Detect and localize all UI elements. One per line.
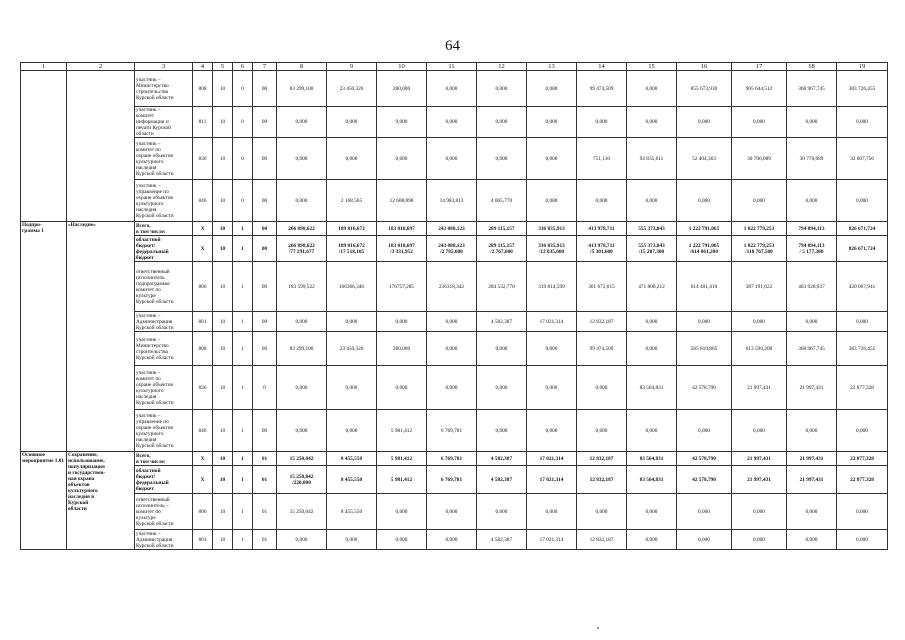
scan-speck	[597, 627, 599, 629]
amount-cell: 0,000	[527, 71, 577, 107]
table-row	[21, 107, 888, 138]
amount-cell: 176757,285	[377, 262, 427, 312]
code-cell: 10	[213, 366, 233, 410]
column-header: 1	[21, 63, 67, 71]
amount-cell: 0,000	[327, 530, 377, 550]
amount-cell: 0,000	[477, 71, 527, 107]
amount-cell: 0,000	[677, 530, 732, 550]
amount-cell: 22 877,328	[837, 466, 888, 494]
amount-cell: 17 021,314	[527, 466, 577, 494]
code-cell: 00	[253, 107, 277, 138]
amount-cell: 0,000	[627, 71, 677, 107]
amount-cell: 5 981,412	[377, 452, 427, 466]
amount-cell: 613 590,200	[732, 332, 787, 366]
source-label-cell: ответственный исполнитель подпрограммы комитет по культуре Курской области	[135, 262, 193, 312]
amount-cell: 555 373,043 /15 207,300	[627, 236, 677, 262]
column-header: 13	[527, 63, 577, 71]
amount-cell: 0,000	[477, 138, 527, 180]
code-cell: 00	[253, 71, 277, 107]
amount-cell: 12 832,187	[577, 466, 627, 494]
amount-cell: 21 997,431	[732, 366, 787, 410]
column-header: 11	[427, 63, 477, 71]
amount-cell: 319 814,599	[527, 262, 577, 312]
code-cell: 0	[233, 180, 253, 222]
code-cell: 00	[253, 236, 277, 262]
code-cell: 01	[253, 452, 277, 466]
amount-cell: 0,000	[627, 410, 677, 452]
amount-cell: 0,000	[477, 107, 527, 138]
amount-cell: 555 373,043	[627, 222, 677, 236]
amount-cell: 183 599,522	[277, 262, 327, 312]
column-header: 18	[787, 63, 837, 71]
amount-cell: 12 832,187	[577, 452, 627, 466]
amount-cell: 0,000	[277, 107, 327, 138]
amount-cell: 83 299,100	[277, 332, 327, 366]
code-cell: 1	[233, 332, 253, 366]
source-label-cell: участник – управление по охране объектов культурного наследия Курской области	[135, 410, 193, 452]
code-cell: 1	[233, 236, 253, 262]
amount-cell: 0,000	[427, 494, 477, 530]
amount-cell: 266 898,622	[277, 222, 327, 236]
code-cell: 1	[233, 410, 253, 452]
code-cell: 10	[213, 410, 233, 452]
amount-cell: 751,110	[577, 138, 627, 180]
amount-cell: 30 776,689	[787, 138, 837, 180]
amount-cell: 413 978,711 /5 301,600	[577, 236, 627, 262]
amount-cell: 14 983,813	[427, 180, 477, 222]
source-label-cell: участник – Администрация Курской области	[135, 312, 193, 332]
code-cell: 1	[233, 452, 253, 466]
amount-cell: 0,000	[837, 180, 888, 222]
table-row	[21, 138, 888, 180]
amount-cell: 12 832,187	[577, 530, 627, 550]
code-cell: 808	[193, 332, 213, 366]
code-cell: 0	[253, 366, 277, 410]
amount-cell: 0,000	[577, 180, 627, 222]
amount-cell: 6 769,781	[427, 410, 477, 452]
code-cell: 00	[253, 180, 277, 222]
source-label-cell: участник – Администрация Курской области	[135, 530, 193, 550]
table-row	[21, 312, 888, 332]
amount-cell: 0,000	[837, 494, 888, 530]
amount-cell: 17 021,314	[527, 530, 577, 550]
amount-cell: 0,000	[527, 494, 577, 530]
table-row	[21, 180, 888, 222]
code-cell: 806	[193, 262, 213, 312]
code-cell: 10	[213, 452, 233, 466]
code-cell: 1	[233, 222, 253, 236]
amount-cell: 4 065,770	[477, 180, 527, 222]
amount-cell: 243 088,123	[427, 222, 477, 236]
column-header: 14	[577, 63, 627, 71]
amount-cell: 289 115,157	[477, 222, 527, 236]
amount-cell: 0,000	[277, 530, 327, 550]
amount-cell: 0,000	[327, 410, 377, 452]
amount-cell: 0,000	[577, 107, 627, 138]
amount-cell: 0,000	[327, 138, 377, 180]
amount-cell: 15 250,042	[277, 494, 327, 530]
table-row	[21, 494, 888, 530]
amount-cell: 243 088,123 /2 785,600	[427, 236, 477, 262]
amount-cell: 15 250,042 /220,000	[277, 466, 327, 494]
amount-cell: 166366,346	[327, 262, 377, 312]
code-cell: 10	[213, 71, 233, 107]
amount-cell: 6 769,781	[427, 466, 477, 494]
code-cell: 10	[213, 107, 233, 138]
amount-cell: 0,000	[277, 312, 327, 332]
table-row	[21, 71, 888, 107]
amount-cell: 0,000	[677, 107, 732, 138]
amount-cell: 0,000	[527, 180, 577, 222]
amount-cell: 32 007,756	[837, 138, 888, 180]
source-label-cell: участник – Министерство строительства Курской области	[135, 332, 193, 366]
code-cell: 10	[213, 466, 233, 494]
amount-cell: 420 067,941	[837, 262, 888, 312]
program-name-cell: «Наследие»	[67, 222, 135, 452]
program-name-cell: Сохранение, использование, популяризация и государствен- ная охрана объектов культурного наследия в Курской области	[67, 452, 135, 550]
amount-cell: 280,000	[377, 332, 427, 366]
amount-cell: 92 835,611	[627, 138, 677, 180]
amount-cell: 0,000	[377, 366, 427, 410]
amount-cell: 0,000	[477, 332, 527, 366]
column-header: 4	[193, 63, 213, 71]
column-header: 15	[627, 63, 677, 71]
amount-cell: 0,000	[477, 410, 527, 452]
code-cell: 806	[193, 494, 213, 530]
table-row	[21, 466, 888, 494]
amount-cell: 471 808,212	[627, 262, 677, 312]
code-cell: 00	[253, 138, 277, 180]
amount-cell: 21 997,431	[732, 466, 787, 494]
code-cell: 1	[233, 366, 253, 410]
amount-cell: 387 191,622	[732, 262, 787, 312]
column-header: 7	[253, 63, 277, 71]
column-header: 12	[477, 63, 527, 71]
code-cell: 10	[213, 222, 233, 236]
amount-cell: 0,000	[627, 332, 677, 366]
source-label-cell: участник – комитет по охране объектов культурного наследия Курской области	[135, 366, 193, 410]
source-label-cell: участник – комитет по охране объектов культурного наследия Курской области	[135, 138, 193, 180]
code-cell: 1	[233, 466, 253, 494]
column-header: 2	[67, 63, 135, 71]
source-label-cell: областной бюджет/ федеральный бюджет	[135, 236, 193, 262]
amount-cell: 0,000	[677, 410, 732, 452]
amount-cell: 83 564,831	[627, 466, 677, 494]
amount-cell: 0,000	[677, 312, 732, 332]
amount-cell: 336 835,913 /12 035,600	[527, 236, 577, 262]
amount-cell: 905 644,512	[732, 71, 787, 107]
amount-cell: 0,000	[327, 366, 377, 410]
code-cell: 01	[253, 494, 277, 530]
table-row	[21, 366, 888, 410]
amount-cell: 42 578,790	[677, 366, 732, 410]
amount-cell: 21 997,431	[732, 452, 787, 466]
amount-cell: 0,000	[527, 366, 577, 410]
code-cell: 00	[253, 410, 277, 452]
amount-cell: 0,000	[327, 312, 377, 332]
code-cell: 10	[213, 138, 233, 180]
code-cell: 1	[233, 530, 253, 550]
amount-cell: 42 578,790	[677, 466, 732, 494]
amount-cell: 21 997,431	[787, 366, 837, 410]
table-row	[21, 236, 888, 262]
code-cell: 808	[193, 71, 213, 107]
code-cell: 1	[233, 262, 253, 312]
amount-cell: 22 877,328	[837, 452, 888, 466]
amount-cell: 236318,342	[427, 262, 477, 312]
code-cell: 01	[253, 530, 277, 550]
amount-cell: 855 673,930	[677, 71, 732, 107]
code-cell: 836	[193, 138, 213, 180]
amount-cell: 0,000	[577, 494, 627, 530]
code-cell: 1	[233, 312, 253, 332]
column-header: 16	[677, 63, 732, 71]
amount-cell: 0,000	[277, 138, 327, 180]
amount-cell: 23 450,326	[327, 71, 377, 107]
source-label-cell: областной бюджет/ федеральный бюджет	[135, 466, 193, 494]
amount-cell: 0,000	[527, 332, 577, 366]
code-cell: 836	[193, 366, 213, 410]
amount-cell: 794 894,113 / 5 177,300	[787, 236, 837, 262]
amount-cell: 0,000	[427, 332, 477, 366]
amount-cell: 284 532,770	[477, 262, 527, 312]
amount-cell: 1 022 779,253 /118 767,500	[732, 236, 787, 262]
source-label-cell: участник – Министерство строительства Курской области	[135, 71, 193, 107]
amount-cell: 17 021,314	[527, 452, 577, 466]
amount-cell: 4 582,387	[477, 312, 527, 332]
column-header: 5	[213, 63, 233, 71]
program-code-cell: Подпро- грамма 1	[21, 222, 67, 452]
amount-cell: 99 474,509	[577, 71, 627, 107]
column-header: 19	[837, 63, 888, 71]
code-cell: X	[193, 222, 213, 236]
code-cell: 846	[193, 410, 213, 452]
amount-cell: 280,000	[377, 71, 427, 107]
program-name-cell	[67, 71, 135, 222]
amount-cell: 0,000	[732, 180, 787, 222]
amount-cell: 826 671,724	[837, 236, 888, 262]
amount-cell: 0,000	[787, 530, 837, 550]
amount-cell: 183 018,697	[377, 222, 427, 236]
code-cell: 00	[253, 312, 277, 332]
amount-cell: 5 981,412	[377, 466, 427, 494]
table-row	[21, 222, 888, 236]
code-cell: 00	[253, 262, 277, 312]
code-cell: 10	[213, 312, 233, 332]
amount-cell: 0,000	[837, 410, 888, 452]
code-cell: 846	[193, 180, 213, 222]
amount-cell: 368 967,745	[787, 332, 837, 366]
code-cell: 10	[213, 180, 233, 222]
code-cell: 10	[213, 332, 233, 366]
amount-cell: 0,000	[527, 138, 577, 180]
amount-cell: 83 564,831	[627, 366, 677, 410]
table-row	[21, 452, 888, 466]
amount-cell: 0,000	[527, 410, 577, 452]
amount-cell: 0,000	[837, 530, 888, 550]
column-header: 9	[327, 63, 377, 71]
amount-cell: 0,000	[477, 366, 527, 410]
amount-cell: 0,000	[627, 494, 677, 530]
amount-cell: 0,000	[677, 494, 732, 530]
table-row	[21, 332, 888, 366]
amount-cell: 42 578,790	[677, 452, 732, 466]
amount-cell: 0,000	[627, 107, 677, 138]
amount-cell: 189 816,672 /17 518,105	[327, 236, 377, 262]
code-cell: 0	[233, 71, 253, 107]
amount-cell: 0,000	[477, 494, 527, 530]
amount-cell: 0,000	[787, 107, 837, 138]
amount-cell: 336 835,913	[527, 222, 577, 236]
amount-cell: 0,000	[627, 180, 677, 222]
amount-cell: 8 455,550	[327, 494, 377, 530]
amount-cell: 0,000	[427, 107, 477, 138]
code-cell: 801	[193, 530, 213, 550]
amount-cell: 826 671,724	[837, 222, 888, 236]
header-row	[21, 63, 888, 71]
amount-cell: 0,000	[627, 312, 677, 332]
amount-cell: 0,000	[377, 138, 427, 180]
amount-cell: 1 022 779,253	[732, 222, 787, 236]
amount-cell: 266 898,622 /77 291,677	[277, 236, 327, 262]
code-cell: 801	[193, 312, 213, 332]
amount-cell: 4 582,387	[477, 530, 527, 550]
amount-cell: 0,000	[277, 180, 327, 222]
source-label-cell: ответственный исполнитель – комитет по культуре Курской области	[135, 494, 193, 530]
table-row	[21, 530, 888, 550]
amount-cell: 189 816,672	[327, 222, 377, 236]
amount-cell: 15 250,042	[277, 452, 327, 466]
amount-cell: 0,000	[277, 366, 327, 410]
amount-cell: 289 115,157 /2 767,600	[477, 236, 527, 262]
code-cell: 01	[253, 466, 277, 494]
amount-cell: 0,000	[627, 530, 677, 550]
amount-cell: 83 564,831	[627, 452, 677, 466]
amount-cell: 12 608,898	[377, 180, 427, 222]
amount-cell: 794 894,113	[787, 222, 837, 236]
amount-cell: 23 450,326	[327, 332, 377, 366]
source-label-cell: участник – комитет информации и печати Курской области	[135, 107, 193, 138]
source-label-cell: участник – управление по охране объектов культурного наследия Курской области	[135, 180, 193, 222]
amount-cell: 0,000	[427, 366, 477, 410]
code-cell: X	[193, 466, 213, 494]
code-cell: 811	[193, 107, 213, 138]
amount-cell: 0,000	[837, 312, 888, 332]
amount-cell: 0,000	[732, 494, 787, 530]
amount-cell: 8 455,550	[327, 466, 377, 494]
code-cell: 10	[213, 262, 233, 312]
amount-cell: 83 299,100	[277, 71, 327, 107]
amount-cell: 403 928,937	[787, 262, 837, 312]
source-label-cell: Всего, в том числе:	[135, 222, 193, 236]
amount-cell: 4 582,387	[477, 466, 527, 494]
amount-cell: 0,000	[427, 138, 477, 180]
amount-cell: 0,000	[427, 530, 477, 550]
amount-cell: 21 997,431	[787, 466, 837, 494]
page-number: 64	[445, 38, 460, 54]
amount-cell: 0,000	[732, 312, 787, 332]
amount-cell: 21 997,431	[787, 452, 837, 466]
program-code-cell: Основное мероприятие 1.01	[21, 452, 67, 550]
amount-cell: 4 582,387	[477, 452, 527, 466]
amount-cell: 0,000	[787, 494, 837, 530]
amount-cell: 52 404,363	[677, 138, 732, 180]
amount-cell: 383 726,455	[837, 71, 888, 107]
amount-cell: 8 455,550	[327, 452, 377, 466]
table-row	[21, 262, 888, 312]
column-header: 6	[233, 63, 253, 71]
amount-cell: 0,000	[732, 410, 787, 452]
amount-cell: 0,000	[577, 366, 627, 410]
amount-cell: 0,000	[787, 410, 837, 452]
amount-cell: 0,000	[837, 107, 888, 138]
amount-cell: 9,000	[377, 107, 427, 138]
amount-cell: 0,000	[732, 530, 787, 550]
amount-cell: 614 401,410	[677, 262, 732, 312]
amount-cell: 0,000	[327, 107, 377, 138]
amount-cell: 17 021,314	[527, 312, 577, 332]
column-header: 3	[135, 63, 193, 71]
code-cell: X	[193, 452, 213, 466]
amount-cell: 565 810,865	[677, 332, 732, 366]
amount-cell: 30 706,089	[732, 138, 787, 180]
amount-cell: 183 018,697 /3 331,952	[377, 236, 427, 262]
amount-cell: 0,000	[427, 71, 477, 107]
amount-cell: 0,000	[377, 312, 427, 332]
amount-cell: 0,000	[787, 312, 837, 332]
code-cell: 10	[213, 494, 233, 530]
amount-cell: 22 877,328	[837, 366, 888, 410]
amount-cell: 1 222 791,065 /614 861,200	[677, 236, 732, 262]
amount-cell: 0,000	[527, 107, 577, 138]
code-cell: 10	[213, 530, 233, 550]
column-header: 8	[277, 63, 327, 71]
amount-cell: 0,000	[677, 180, 732, 222]
source-label-cell: Всего, в том числе:	[135, 452, 193, 466]
amount-cell: 0,000	[277, 410, 327, 452]
amount-cell: 301 672,015	[577, 262, 627, 312]
amount-cell: 12 832,187	[577, 312, 627, 332]
amount-cell: 1 222 791,065	[677, 222, 732, 236]
code-cell: 10	[213, 236, 233, 262]
amount-cell: 0,000	[787, 180, 837, 222]
amount-cell: 0,000	[377, 494, 427, 530]
amount-cell: 368 967,745	[787, 71, 837, 107]
amount-cell: 0,000	[577, 410, 627, 452]
code-cell: 00	[253, 222, 277, 236]
amount-cell: 2 168,565	[327, 180, 377, 222]
code-cell: 0	[233, 107, 253, 138]
code-cell: 1	[233, 494, 253, 530]
amount-cell: 383 726,455	[837, 332, 888, 366]
column-header: 17	[732, 63, 787, 71]
column-header: 10	[377, 63, 427, 71]
code-cell: 00	[253, 332, 277, 366]
amount-cell: 0,000	[377, 530, 427, 550]
budget-table	[20, 62, 888, 550]
amount-cell: 0,000	[427, 312, 477, 332]
amount-cell: 6 769,781	[427, 452, 477, 466]
amount-cell: 413 978,711	[577, 222, 627, 236]
code-cell: X	[193, 236, 213, 262]
amount-cell: 0,000	[732, 107, 787, 138]
code-cell: 0	[233, 138, 253, 180]
amount-cell: 5 981,412	[377, 410, 427, 452]
program-code-cell	[21, 71, 67, 222]
amount-cell: 99 474,509	[577, 332, 627, 366]
table-row	[21, 410, 888, 452]
